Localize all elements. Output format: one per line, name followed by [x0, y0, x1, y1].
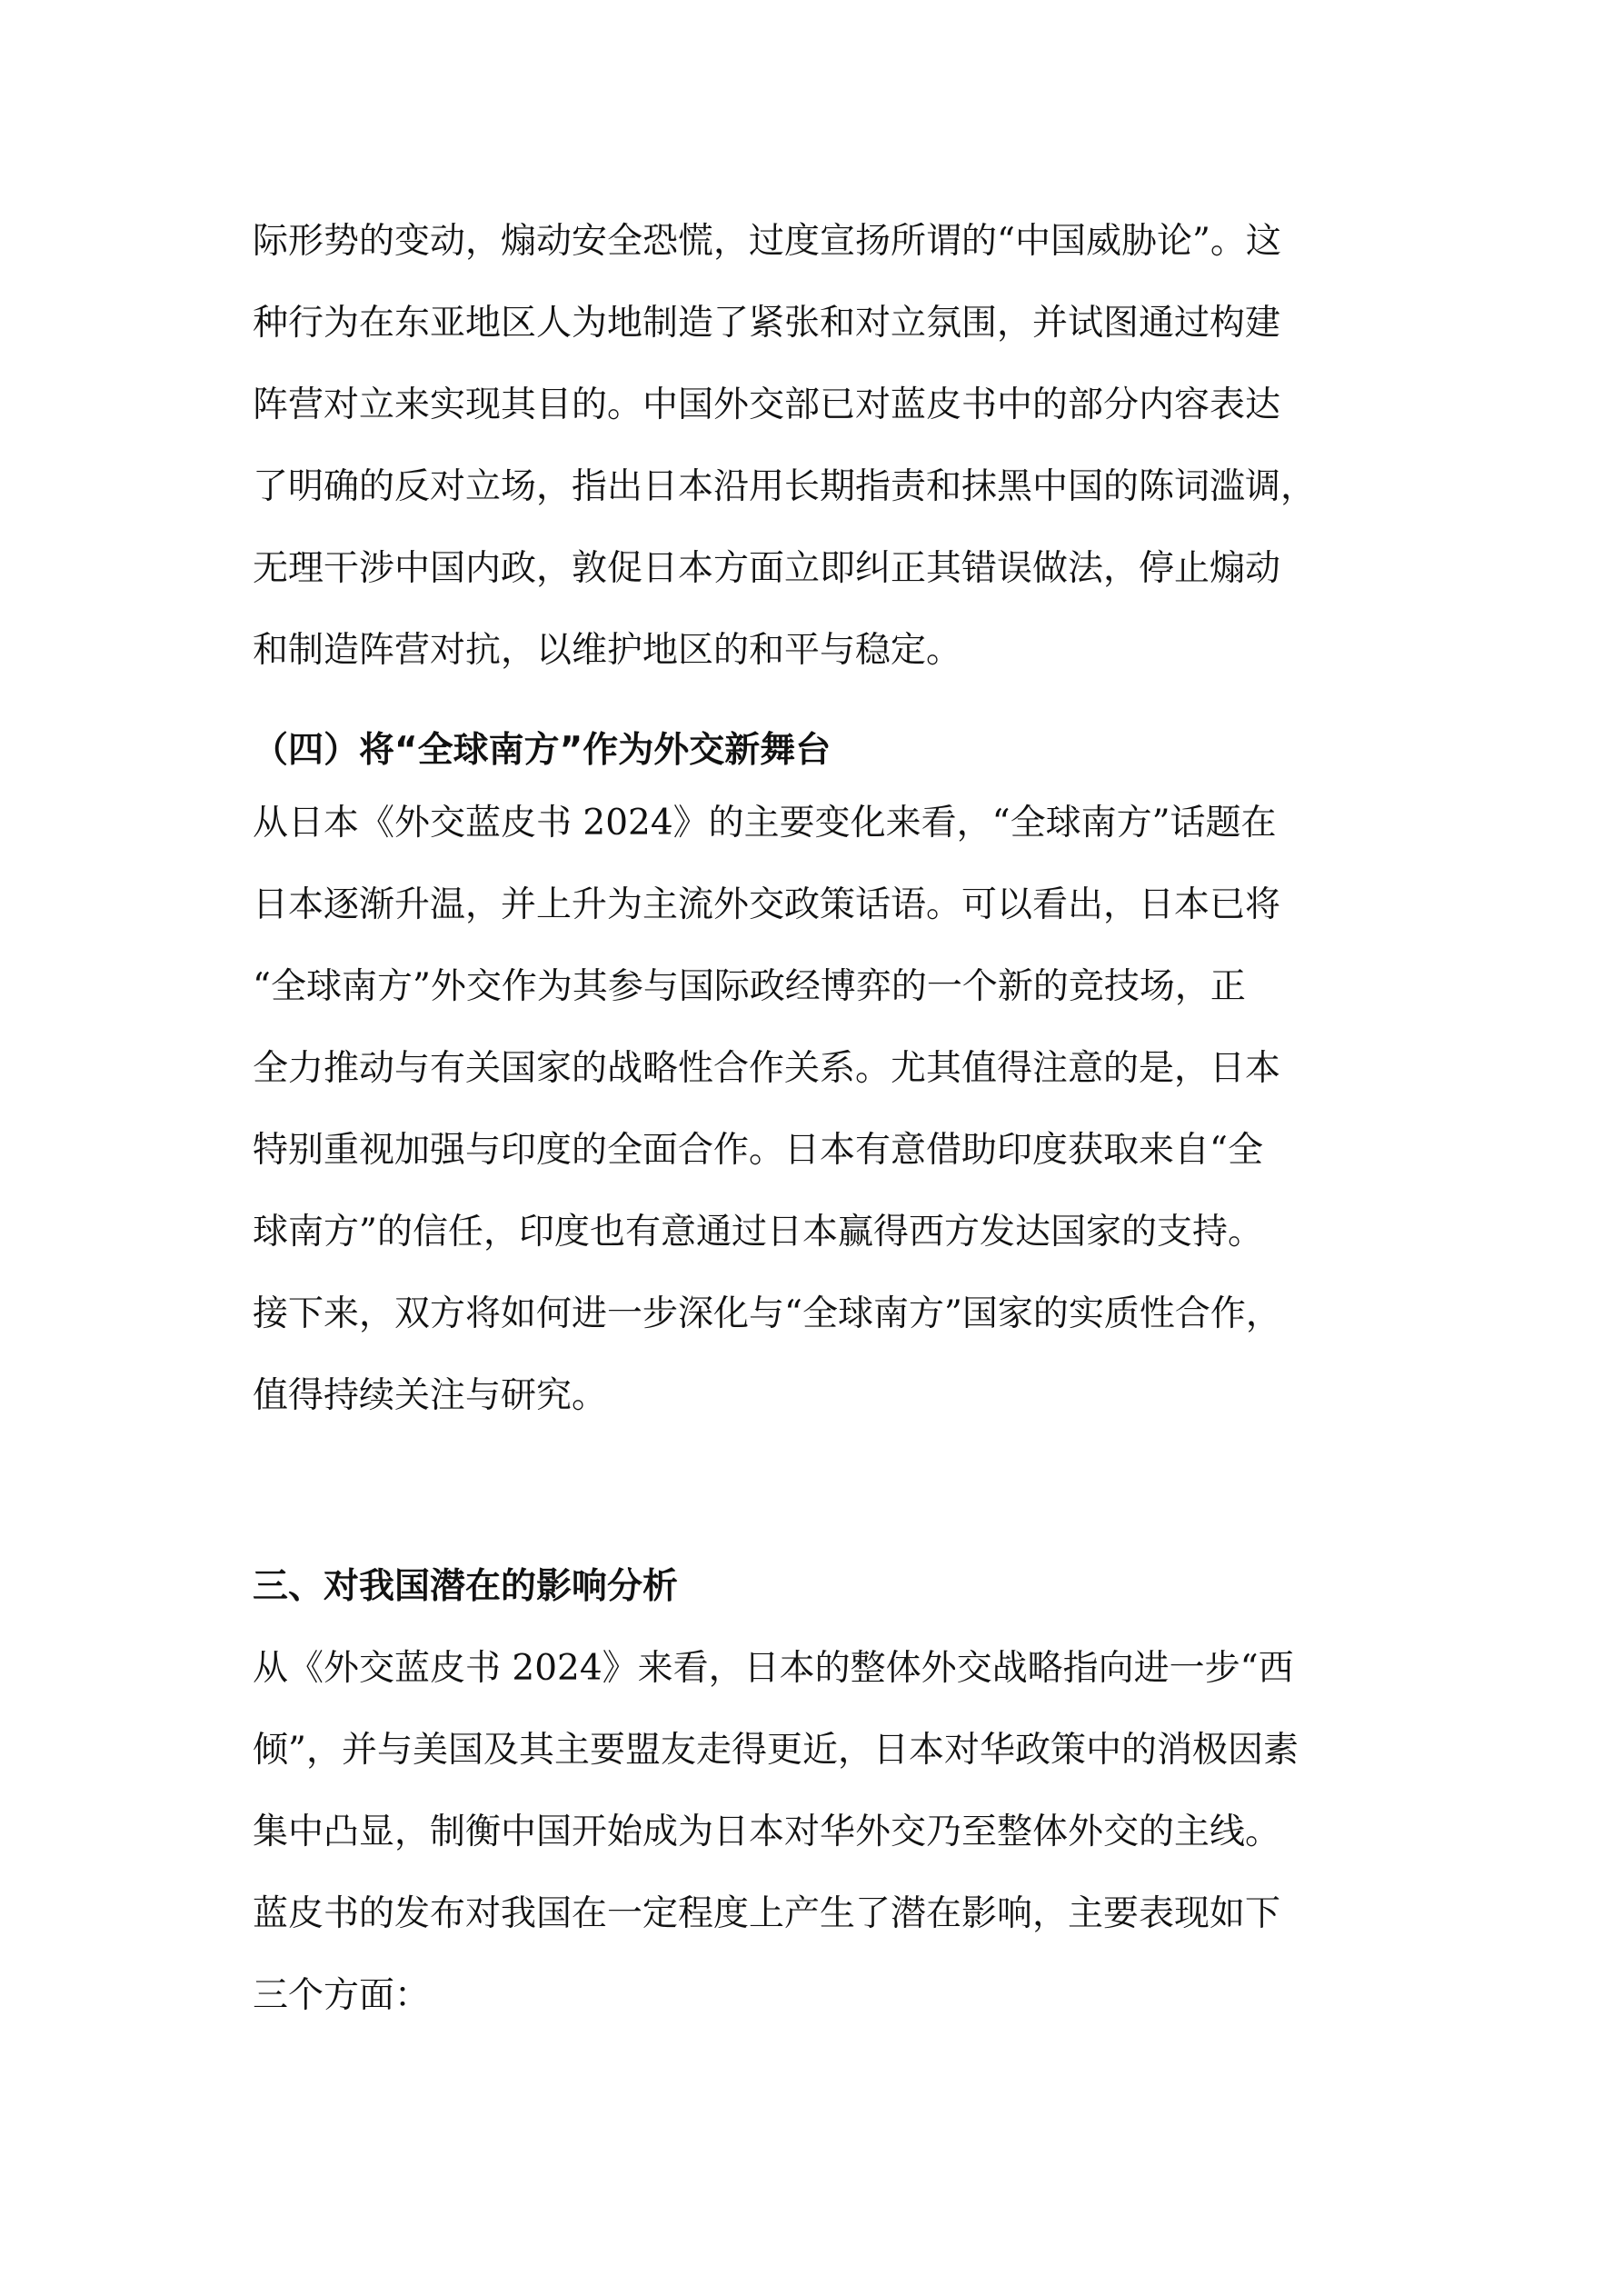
paragraph-line: 和制造阵营对抗，以维护地区的和平与稳定。: [253, 630, 962, 671]
paragraph-line: 际形势的变动，煽动安全恐慌，过度宣扬所谓的“中国威胁论”。这: [253, 221, 1281, 262]
paragraph-line: 无理干涉中国内政，敦促日本方面立即纠正其错误做法，停止煽动: [253, 548, 1281, 589]
paragraph-line: 值得持续关注与研究。: [253, 1375, 608, 1416]
paragraph-line: 倾”，并与美国及其主要盟友走得更近，日本对华政策中的消极因素: [253, 1730, 1299, 1771]
paragraph-line: 全力推动与有关国家的战略性合作关系。尤其值得注意的是，日本: [253, 1048, 1281, 1089]
paragraph-line: 从日本《外交蓝皮书 2024》的主要变化来看，“全球南方”话题在: [253, 803, 1277, 844]
paragraph-line: 日本逐渐升温，并上升为主流外交政策话语。可以看出，日本已将: [253, 884, 1281, 925]
paragraph-line: 球南方”的信任，印度也有意通过日本赢得西方发达国家的支持。: [253, 1212, 1263, 1253]
paragraph-line: 从《外交蓝皮书 2024》来看，日本的整体外交战略指向进一步“西: [253, 1648, 1294, 1689]
paragraph-line: 特别重视加强与印度的全面合作。日本有意借助印度获取来自“全: [253, 1130, 1263, 1171]
paragraph-line: 阵营对立来实现其目的。中国外交部已对蓝皮书中的部分内容表达: [253, 384, 1281, 425]
section-heading: 三、对我国潜在的影响分析: [253, 1566, 679, 1607]
paragraph-line: 三个方面：: [253, 1975, 431, 2016]
paragraph-line: 接下来，双方将如何进一步深化与“全球南方”国家的实质性合作，: [253, 1293, 1281, 1334]
paragraph-line: 了明确的反对立场，指出日本沿用长期指责和抹黑中国的陈词滥调，: [253, 466, 1317, 507]
paragraph-line: “全球南方”外交作为其参与国际政经博弈的一个新的竞技场，正: [253, 966, 1246, 1007]
paragraph-line: 集中凸显，制衡中国开始成为日本对华外交乃至整体外交的主线。: [253, 1812, 1281, 1852]
paragraph-line: 种行为在东亚地区人为地制造了紧张和对立氛围，并试图通过构建: [253, 303, 1281, 344]
paragraph-line: 蓝皮书的发布对我国在一定程度上产生了潜在影响，主要表现如下: [253, 1893, 1281, 1934]
section-subheading: （四）将“全球南方”作为外交新舞台: [253, 730, 831, 771]
